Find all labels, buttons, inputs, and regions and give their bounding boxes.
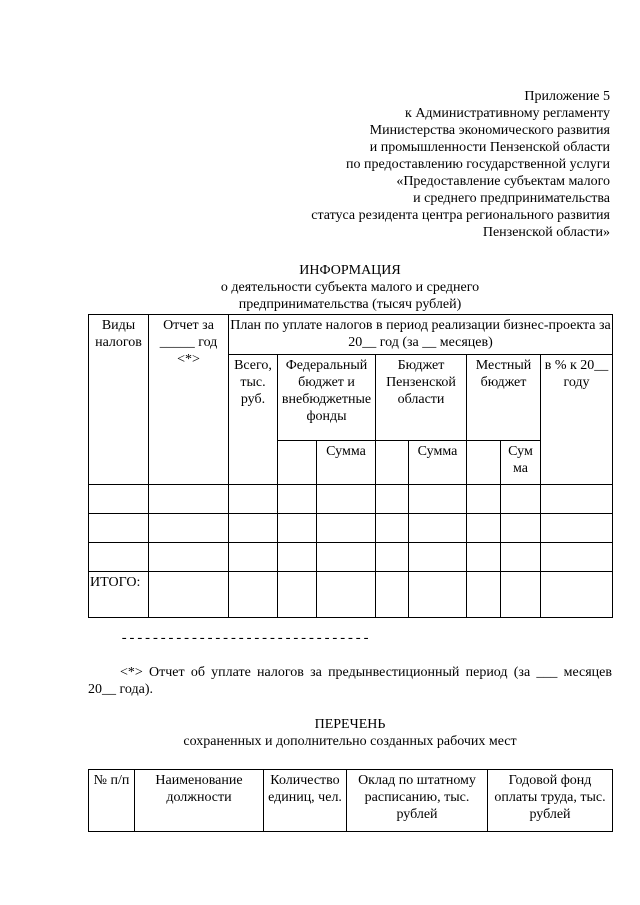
appendix-header (230, 88, 610, 241)
appendix-line: статуса резидента центра регионального развития (311, 208, 610, 223)
list-subtitle: сохраненных и дополнительно созданных рабочих мест (183, 734, 517, 749)
header-plan: План по уплате налогов в период реализации бизнес-проекта за 20__ год (за __ месяцев) (229, 315, 613, 355)
tax-table (88, 314, 613, 618)
appendix-line: Министерства экономического развития (369, 123, 610, 138)
table-cell (467, 441, 501, 485)
header-tax-types: Виды налогов (89, 315, 149, 485)
table-row (89, 485, 613, 514)
header-sum: Сумма (409, 441, 467, 485)
header-sum: Сумма (317, 441, 376, 485)
total-label: ИТОГО: (89, 572, 149, 618)
header-sum: Сум ма (501, 441, 541, 485)
table-row (89, 543, 613, 572)
footnote-separator: -------------------------------- (120, 631, 370, 647)
header-count: Количество единиц, чел. (264, 770, 347, 832)
header-fund: Годовой фонд оплаты труда, тыс. рублей (488, 770, 613, 832)
header-salary: Оклад по штатному расписанию, тыс. рублей (347, 770, 488, 832)
appendix-line: к Административному регламенту (405, 106, 610, 121)
total-row (89, 572, 613, 618)
list-title: ПЕРЕЧЕНЬ (314, 717, 386, 732)
list-heading (88, 716, 612, 750)
header-percent: в % к 20__ году (541, 355, 613, 485)
footnote: <*> Отчет об уплате налогов за предынвестиционный период (за ___ месяцев 20__ года). (88, 665, 612, 697)
jobs-table (88, 769, 613, 832)
appendix-line: и среднего предпринимательства (413, 191, 610, 206)
header-row-number: № п/п (89, 770, 135, 832)
appendix-line: «Предоставление субъектам малого (396, 174, 610, 189)
header-position: Наименование должности (135, 770, 264, 832)
info-subtitle: предпринимательства (тысяч рублей) (238, 297, 462, 312)
appendix-line: Пензенской области» (482, 225, 610, 240)
info-subtitle: о деятельности субъекта малого и среднего (220, 280, 480, 295)
table-cell (376, 441, 409, 485)
appendix-line: по предоставлению государственной услуги (346, 157, 610, 172)
header-total: Всего, тыс. руб. (229, 355, 278, 485)
info-title: ИНФОРМАЦИЯ (299, 263, 401, 278)
header-local: Местный бюджет (467, 355, 541, 441)
appendix-line: Приложение 5 (524, 89, 610, 104)
header-regional: Бюджет Пензенской области (376, 355, 467, 441)
table-row (89, 514, 613, 543)
header-federal: Федеральный бюджет и внебюджетные фонды (278, 355, 376, 441)
info-heading (88, 262, 612, 313)
appendix-line: и промышленности Пензенской области (369, 140, 610, 155)
table-cell (278, 441, 317, 485)
header-report-year: Отчет за _____ год <*> (149, 315, 229, 485)
